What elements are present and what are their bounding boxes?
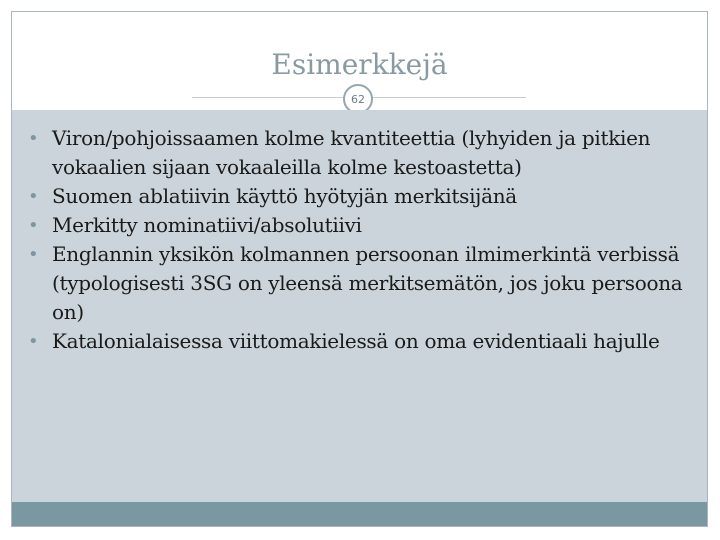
bullet-text: Viron/pohjoissaamen kolme kvantiteettia (lyhyiden ja pitkien vokaalien sijaan vokaaleilla kolme kestoastetta) bbox=[52, 126, 651, 179]
bullet-icon: • bbox=[28, 128, 39, 149]
slide-frame bbox=[11, 11, 708, 527]
bullet-icon: • bbox=[28, 244, 39, 265]
bullet-text: Suomen ablatiivin käyttö hyötyjän merkitsijänä bbox=[52, 184, 517, 208]
bullet-text: Englannin yksikön kolmannen persoonan ilmimerkintä verbissä (typologisesti 3SG on yleensä merkitsemätön, jos joku persoona on) bbox=[52, 242, 683, 324]
bullet-text: Merkitty nominatiivi/absolutiivi bbox=[52, 213, 362, 237]
page-number-badge: 62 bbox=[343, 84, 373, 114]
bullet-icon: • bbox=[28, 215, 39, 236]
slide-title: Esimerkkejä bbox=[271, 48, 448, 81]
bullet-icon: • bbox=[28, 186, 39, 207]
bullet-text: Katalonialaisessa viittomakielessä on oma evidentiaali hajulle bbox=[52, 329, 660, 353]
bullet-icon: • bbox=[28, 331, 39, 352]
